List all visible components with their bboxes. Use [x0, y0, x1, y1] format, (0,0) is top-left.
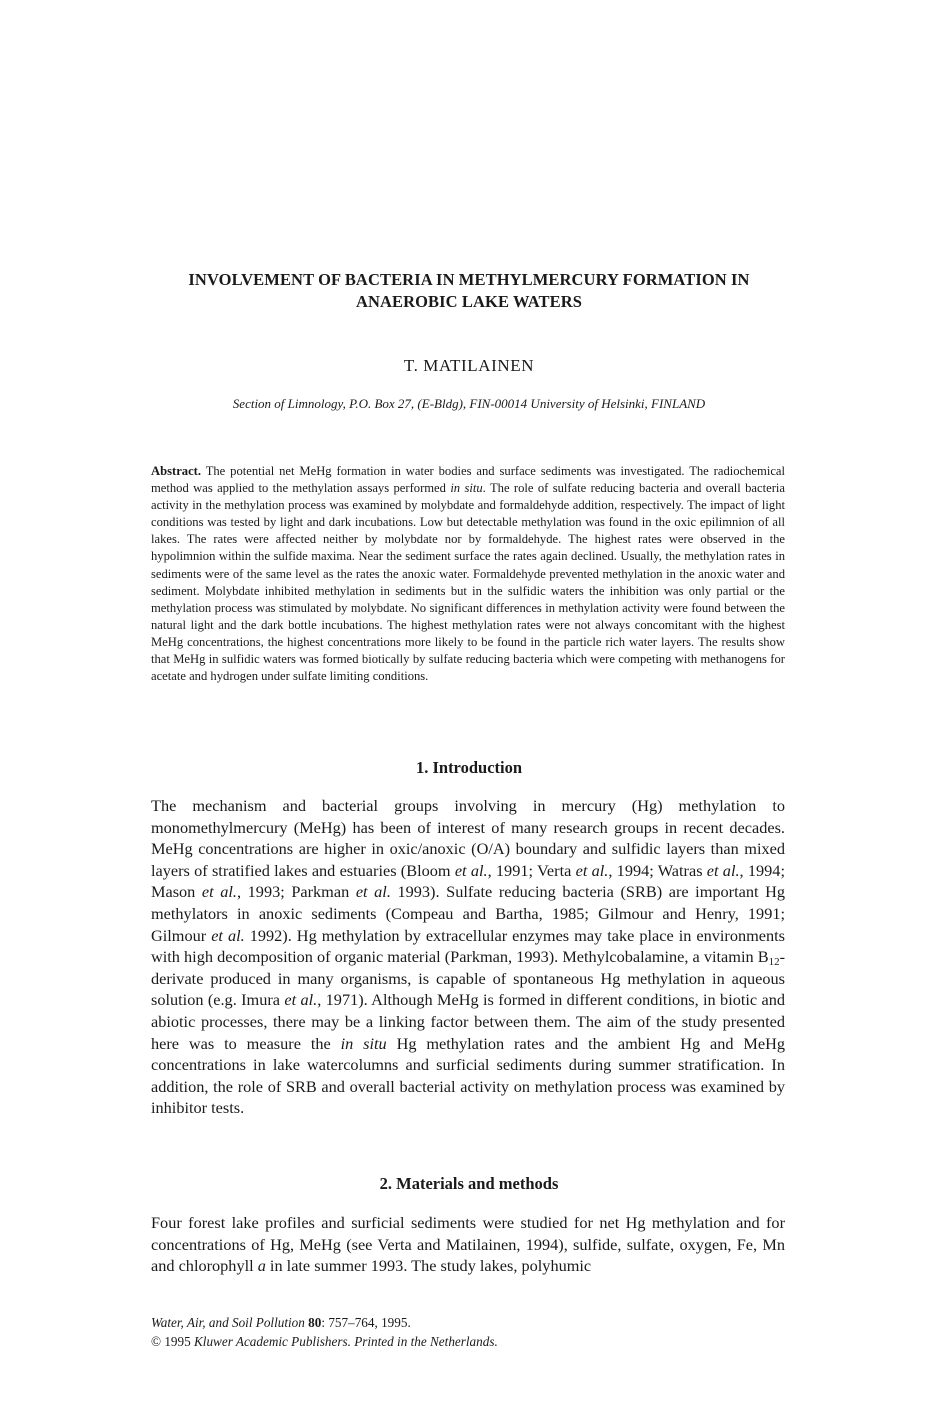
- author-affiliation: Section of Limnology, P.O. Box 27, (E-Bldg), FIN-00014 University of Helsinki, FINLAND: [232, 396, 706, 411]
- intro-italic: et al.: [211, 925, 245, 945]
- intro-text: , 1994; Mason: [151, 860, 785, 902]
- methods-italic: a: [257, 1256, 266, 1276]
- methods-text: in late summer 1993. The study lakes, polyhumic: [265, 1256, 592, 1276]
- intro-italic: et al.: [454, 860, 488, 880]
- intro-text: , 1993; Parkman: [237, 882, 356, 902]
- abstract-label: Abstract.: [151, 464, 202, 478]
- abstract-italic: in situ: [450, 481, 483, 496]
- copyright-prefix: © 1995: [151, 1334, 194, 1349]
- intro-italic: in situ: [340, 1033, 387, 1053]
- intro-text: Hg methylation rates and the ambient Hg and MeHg concentrations in lake watercolumns and surficial sediments during summer stratification. In addition, the role of SRB and overall bacterial activity on methylation process was examined by inhibitor tests.: [151, 1033, 786, 1118]
- intro-text: , 1994; Watras: [608, 860, 707, 880]
- paper-title: [130, 269, 808, 313]
- intro-italic: et al.: [355, 882, 391, 902]
- abstract-text-1: The potential net MeHg formation in water bodies and surface sediments was investigated. The radiochemical method was applied to the methylation assays performed: [151, 464, 785, 496]
- section-heading-methods: 2. Materials and methods: [379, 1174, 559, 1193]
- abstract: [151, 463, 785, 685]
- methods-text: Four forest lake profiles and surficial sediments were studied for net Hg methylation and for concentrations of Hg, MeHg (see Verta and Matilainen, 1994), sulfide, sulfate, oxygen, Fe, Mn and chlorophyll: [151, 1213, 785, 1276]
- journal-name: Water, Air, and Soil Pollution: [151, 1315, 305, 1330]
- intro-italic: et al.: [284, 990, 318, 1010]
- intro-text: , 1991; Verta: [487, 860, 576, 880]
- publisher-text: Kluwer Academic Publishers. Printed in the Netherlands.: [194, 1334, 498, 1349]
- intro-italic: et al.: [201, 882, 237, 902]
- intro-text: 1993). Sulfate reducing bacteria (SRB) are important Hg methylators in anoxic sediments (Compeau and Bartha, 1985; Gilmour and Henry, 1991; Gilmour: [151, 882, 785, 945]
- citation-line: [151, 1313, 785, 1332]
- section-heading-introduction: 1. Introduction: [415, 758, 523, 777]
- copyright-line: [151, 1332, 785, 1351]
- abstract-text-2: . The role of sulfate reducing bacteria and overall bacteria activity in the methylation process was examined by molybdate and formaldehyde addition, respectively. The impact of light conditions was tested by light and dark incubations. Low but detectable methylation was found in the oxic epilimnion of all lakes. The rates were affected neither by molybdate nor by formaldehyde. The highest rates were observed in the hypolimnion within the sulfide maxima. Near the sediment surface the rates again declined. Usually, the methylation rates in sediments were of the same level as the rates the anoxic water. Formaldehyde prevented methylation in the anoxic water and sediment. Molybdate inhibited methylation in sediments but in the sulfidic waters the inhibition was only partial or the methylation process was stimulated by molybdate. No significant differences in methylation activity were found between the natural light and the dark bottle incubations. The highest methylation rates were not always concomitant with the highest MeHg concentrations, the highest concentrations more likely to be found in the particle rich water layers. The results show that MeHg in sulfidic waters was formed biotically by sulfate reducing bacteria which were competing with methanogens for acetate and hydrogen under sulfate limiting conditions.: [151, 481, 785, 684]
- intro-italic: et al.: [706, 860, 740, 880]
- title-line-2: ANAEROBIC LAKE WATERS: [355, 292, 583, 311]
- introduction-paragraph: [151, 795, 785, 1119]
- intro-text: The mechanism and bacterial groups involving in mercury (Hg) methylation to monomethylmercury (MeHg) has been of interest of many research groups in recent decades. MeHg concentrations are higher in oxic/anoxic (O/A) boundary and sulfidic layers than mixed layers of stratified lakes and estuaries (Bloom: [151, 796, 785, 880]
- journal-pages: : 757–764, 1995.: [321, 1315, 411, 1330]
- intro-text: , 1971). Although MeHg is formed in different conditions, in biotic and abiotic processes, there may be a linking factor between them. The aim of the study presented here was to measure the: [151, 990, 786, 1053]
- author-name: T. MATILAINEN: [403, 356, 535, 375]
- journal-footer: [151, 1313, 785, 1351]
- intro-italic: et al.: [575, 860, 609, 880]
- title-line-1: INVOLVEMENT OF BACTERIA IN METHYLMERCURY FORMATION IN: [188, 270, 750, 289]
- methods-paragraph: [151, 1212, 785, 1277]
- intro-subscript: 12: [768, 956, 780, 969]
- intro-text: 1992). Hg methylation by extracellular enzymes may take place in environments with high decomposition of organic material (Parkman, 1993). Methylcobalamine, a vitamin B: [151, 925, 786, 967]
- journal-volume: 80: [304, 1315, 322, 1330]
- intro-text: -derivate produced in many organisms, is capable of spontaneous Hg methylation in aqueous solution (e.g. Imura: [151, 947, 785, 1010]
